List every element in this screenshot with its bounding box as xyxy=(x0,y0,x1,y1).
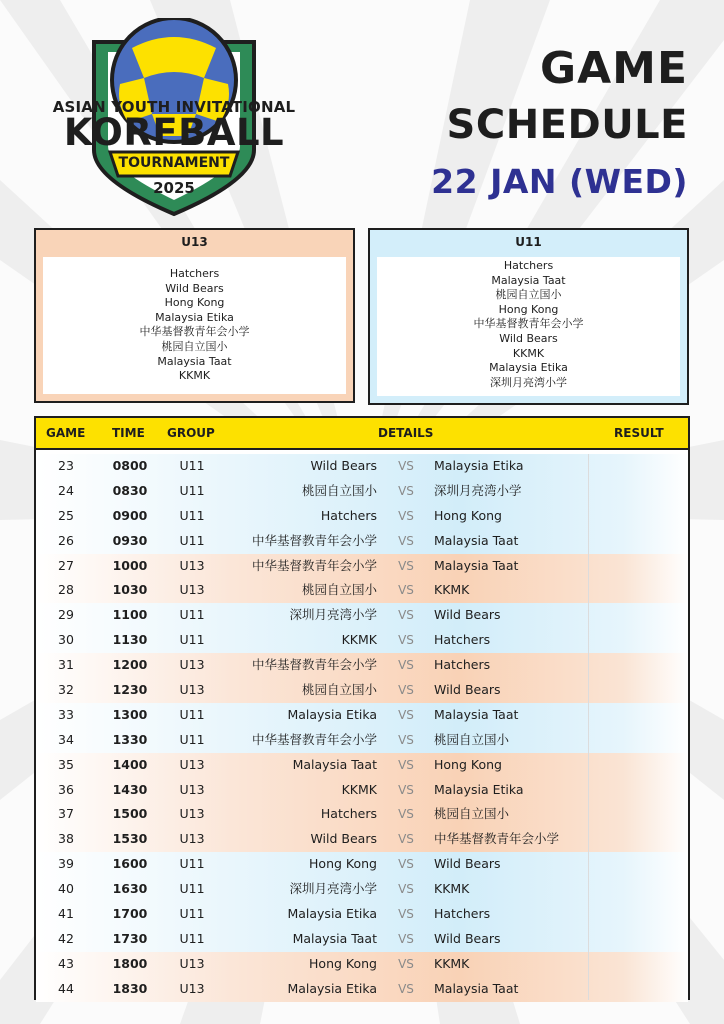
away-team: Hatchers xyxy=(434,906,491,922)
away-team: Wild Bears xyxy=(434,856,501,872)
game-number: 42 xyxy=(58,930,74,946)
team-name: Malaysia Taat xyxy=(491,273,566,287)
versus-label: VS xyxy=(398,832,414,847)
table-body xyxy=(36,454,688,1002)
away-team: KKMK xyxy=(434,881,470,897)
away-team: Malaysia Taat xyxy=(434,532,519,548)
table-row xyxy=(36,753,688,778)
game-time: 1430 xyxy=(112,781,148,797)
versus-label: VS xyxy=(398,483,414,498)
group-u11-team-list xyxy=(377,257,680,396)
versus-label: VS xyxy=(398,857,414,872)
game-group: U11 xyxy=(179,881,205,897)
table-row xyxy=(36,653,688,678)
header-time: TIME xyxy=(112,426,145,440)
away-team: Hatchers xyxy=(434,632,491,648)
game-group: U11 xyxy=(179,482,205,498)
team-name: 中华基督教青年会小学 xyxy=(473,317,584,331)
game-result xyxy=(588,653,688,678)
game-group: U11 xyxy=(179,507,205,523)
game-result xyxy=(588,504,688,529)
team-name: Malaysia Etika xyxy=(489,361,568,375)
group-u13-team-list xyxy=(43,257,346,394)
game-number: 44 xyxy=(58,980,74,996)
team-name: KKMK xyxy=(178,369,211,383)
game-group: U11 xyxy=(179,856,205,872)
game-number: 30 xyxy=(58,632,74,648)
game-time: 0800 xyxy=(112,458,148,473)
game-number: 25 xyxy=(58,507,74,523)
game-number: 23 xyxy=(58,458,74,473)
game-time: 1130 xyxy=(112,632,148,648)
away-team: Malaysia Taat xyxy=(434,706,519,722)
home-team: Malaysia Taat xyxy=(292,756,377,772)
group-u11-box xyxy=(368,228,689,405)
home-team: 中华基督教青年会小学 xyxy=(251,557,377,573)
game-result xyxy=(588,529,688,554)
game-number: 32 xyxy=(58,682,74,698)
result-column-divider xyxy=(588,454,589,1000)
versus-label: VS xyxy=(398,608,414,623)
game-time: 1600 xyxy=(112,856,148,872)
game-number: 43 xyxy=(58,955,74,971)
versus-label: VS xyxy=(398,782,414,797)
home-team: Malaysia Etika xyxy=(287,906,377,922)
home-team: Wild Bears xyxy=(310,831,377,847)
game-number: 31 xyxy=(58,657,74,673)
table-row xyxy=(36,529,688,554)
team-name: 桃园自立国小 xyxy=(161,339,228,353)
home-team: Hatchers xyxy=(320,806,377,822)
tournament-logo xyxy=(28,18,320,218)
away-team: Hong Kong xyxy=(434,756,502,772)
versus-label: VS xyxy=(398,459,414,473)
away-team: Hong Kong xyxy=(434,507,502,523)
game-group: U11 xyxy=(179,632,205,648)
game-time: 1200 xyxy=(112,657,148,673)
game-group: U11 xyxy=(179,906,205,922)
table-row xyxy=(36,802,688,827)
team-name: KKMK xyxy=(512,346,545,360)
versus-label: VS xyxy=(398,707,414,722)
home-team: 桃园自立国小 xyxy=(301,682,377,698)
team-name: Hong Kong xyxy=(498,302,559,316)
table-header xyxy=(36,418,688,450)
game-group: U13 xyxy=(179,831,205,847)
home-team: Hatchers xyxy=(320,507,377,523)
table-row xyxy=(36,952,688,977)
game-time: 1300 xyxy=(112,706,148,722)
game-number: 35 xyxy=(58,756,74,772)
game-time: 1530 xyxy=(112,831,148,847)
table-row xyxy=(36,927,688,952)
versus-label: VS xyxy=(398,732,414,747)
schedule-table xyxy=(34,416,690,1000)
away-team: 桃园自立国小 xyxy=(434,806,510,822)
game-time: 1330 xyxy=(112,731,148,747)
game-result xyxy=(588,977,688,1002)
game-result xyxy=(588,802,688,827)
game-result xyxy=(588,753,688,778)
home-team: 深圳月亮湾小学 xyxy=(289,881,377,897)
game-number: 33 xyxy=(58,706,74,722)
header-details: DETAILS xyxy=(378,426,434,440)
game-group: U13 xyxy=(179,955,205,971)
table-row xyxy=(36,628,688,653)
versus-label: VS xyxy=(398,508,414,523)
game-result xyxy=(588,628,688,653)
group-u11-header: U11 xyxy=(515,235,542,249)
away-team: Wild Bears xyxy=(434,930,501,946)
versus-label: VS xyxy=(398,981,414,996)
versus-label: VS xyxy=(398,882,414,897)
versus-label: VS xyxy=(398,807,414,822)
away-team: 桃园自立国小 xyxy=(434,731,510,747)
home-team: 中华基督教青年会小学 xyxy=(251,731,377,747)
away-team: Hatchers xyxy=(434,657,491,673)
game-result xyxy=(588,952,688,977)
game-group: U13 xyxy=(179,557,205,573)
table-row xyxy=(36,678,688,703)
home-team: KKMK xyxy=(341,781,377,797)
game-group: U11 xyxy=(179,930,205,946)
page-title xyxy=(431,42,688,210)
versus-label: VS xyxy=(398,658,414,673)
versus-label: VS xyxy=(398,757,414,772)
versus-label: VS xyxy=(398,931,414,946)
game-result xyxy=(588,678,688,703)
game-number: 34 xyxy=(58,731,74,747)
team-name: Wild Bears xyxy=(165,281,224,295)
group-u13-box xyxy=(34,228,355,403)
header-group: GROUP xyxy=(167,426,215,440)
versus-label: VS xyxy=(398,633,414,648)
game-group: U13 xyxy=(179,657,205,673)
game-time: 1830 xyxy=(112,980,148,996)
game-group: U13 xyxy=(179,980,205,996)
game-time: 1500 xyxy=(112,806,148,822)
team-name: Hong Kong xyxy=(164,296,225,310)
game-result xyxy=(588,877,688,902)
game-group: U13 xyxy=(179,806,205,822)
game-time: 1630 xyxy=(112,881,148,897)
versus-label: VS xyxy=(398,583,414,598)
game-result xyxy=(588,554,688,579)
home-team: Malaysia Taat xyxy=(292,930,377,946)
away-team: KKMK xyxy=(434,582,470,598)
game-group: U11 xyxy=(179,706,205,722)
home-team: 桃园自立国小 xyxy=(301,582,377,598)
table-row xyxy=(36,603,688,628)
game-group: U13 xyxy=(179,582,205,598)
game-group: U11 xyxy=(179,731,205,747)
away-team: Wild Bears xyxy=(434,682,501,698)
game-result xyxy=(588,603,688,628)
team-name: Malaysia Etika xyxy=(155,310,234,324)
away-team: Malaysia Etika xyxy=(434,458,524,473)
home-team: Malaysia Etika xyxy=(287,980,377,996)
away-team: 深圳月亮湾小学 xyxy=(434,482,522,498)
game-result xyxy=(588,703,688,728)
team-name: 桃园自立国小 xyxy=(495,288,562,302)
team-name: Hatchers xyxy=(503,259,554,272)
game-number: 29 xyxy=(58,607,74,623)
table-row xyxy=(36,479,688,504)
game-group: U11 xyxy=(179,458,205,473)
logo-line-2: KORFBALL xyxy=(63,111,285,154)
game-number: 38 xyxy=(58,831,74,847)
home-team: 中华基督教青年会小学 xyxy=(251,657,377,673)
game-time: 0930 xyxy=(112,532,148,548)
game-number: 28 xyxy=(58,582,74,598)
game-result xyxy=(588,728,688,753)
table-row xyxy=(36,578,688,603)
logo-line-3: TOURNAMENT xyxy=(118,155,230,171)
versus-label: VS xyxy=(398,558,414,573)
game-result xyxy=(588,454,688,479)
game-group: U11 xyxy=(179,532,205,548)
game-group: U11 xyxy=(179,607,205,623)
game-result xyxy=(588,927,688,952)
game-number: 27 xyxy=(58,557,74,573)
game-number: 40 xyxy=(58,881,74,897)
game-number: 39 xyxy=(58,856,74,872)
table-row xyxy=(36,728,688,753)
table-row xyxy=(36,454,688,479)
game-time: 1400 xyxy=(112,756,148,772)
game-result xyxy=(588,902,688,927)
game-time: 0830 xyxy=(112,482,148,498)
table-row xyxy=(36,778,688,803)
game-result xyxy=(588,578,688,603)
game-group: U13 xyxy=(179,781,205,797)
versus-label: VS xyxy=(398,683,414,698)
table-row xyxy=(36,827,688,852)
game-time: 0900 xyxy=(112,507,148,523)
title-line-2: SCHEDULE xyxy=(446,102,688,148)
title-date: 22 JAN (WED) xyxy=(431,162,688,201)
versus-label: VS xyxy=(398,907,414,922)
home-team: Hong Kong xyxy=(309,955,377,971)
home-team: Malaysia Etika xyxy=(287,706,377,722)
game-result xyxy=(588,778,688,803)
versus-label: VS xyxy=(398,956,414,971)
away-team: Malaysia Taat xyxy=(434,980,519,996)
game-result xyxy=(588,827,688,852)
team-name: 深圳月亮湾小学 xyxy=(490,375,567,389)
away-team: Malaysia Etika xyxy=(434,781,524,797)
away-team: Malaysia Taat xyxy=(434,557,519,573)
away-team: 中华基督教青年会小学 xyxy=(434,831,560,847)
game-group: U13 xyxy=(179,756,205,772)
team-name: Hatchers xyxy=(169,267,220,280)
table-row xyxy=(36,852,688,877)
table-row xyxy=(36,902,688,927)
away-team: KKMK xyxy=(434,955,470,971)
table-row xyxy=(36,977,688,1002)
home-team: Wild Bears xyxy=(310,458,377,473)
game-number: 24 xyxy=(58,482,74,498)
game-time: 1730 xyxy=(112,930,148,946)
game-group: U13 xyxy=(179,682,205,698)
game-number: 26 xyxy=(58,532,74,548)
game-time: 1800 xyxy=(112,955,148,971)
game-result xyxy=(588,852,688,877)
home-team: Hong Kong xyxy=(309,856,377,872)
team-name: 中华基督教青年会小学 xyxy=(139,325,250,339)
game-time: 1030 xyxy=(112,582,148,598)
versus-label: VS xyxy=(398,533,414,548)
title-line-1: GAME xyxy=(539,43,688,94)
game-time: 1000 xyxy=(112,557,148,573)
game-time: 1700 xyxy=(112,906,148,922)
logo-year: 2025 xyxy=(153,179,195,197)
header-result: RESULT xyxy=(614,426,664,440)
table-row xyxy=(36,504,688,529)
table-row xyxy=(36,703,688,728)
game-number: 41 xyxy=(58,906,74,922)
home-team: 深圳月亮湾小学 xyxy=(289,607,377,623)
game-number: 37 xyxy=(58,806,74,822)
game-time: 1230 xyxy=(112,682,148,698)
header-game: GAME xyxy=(46,426,86,440)
team-name: Malaysia Taat xyxy=(157,354,232,368)
game-time: 1100 xyxy=(112,607,148,623)
away-team: Wild Bears xyxy=(434,607,501,623)
team-name: Wild Bears xyxy=(499,331,558,345)
logo-line-1: ASIAN YOUTH INVITATIONAL xyxy=(52,98,296,116)
home-team: 桃园自立国小 xyxy=(301,482,377,498)
game-number: 36 xyxy=(58,781,74,797)
group-u13-header: U13 xyxy=(181,235,208,249)
home-team: 中华基督教青年会小学 xyxy=(251,532,377,548)
table-row xyxy=(36,554,688,579)
home-team: KKMK xyxy=(341,632,377,648)
game-result xyxy=(588,479,688,504)
table-row xyxy=(36,877,688,902)
